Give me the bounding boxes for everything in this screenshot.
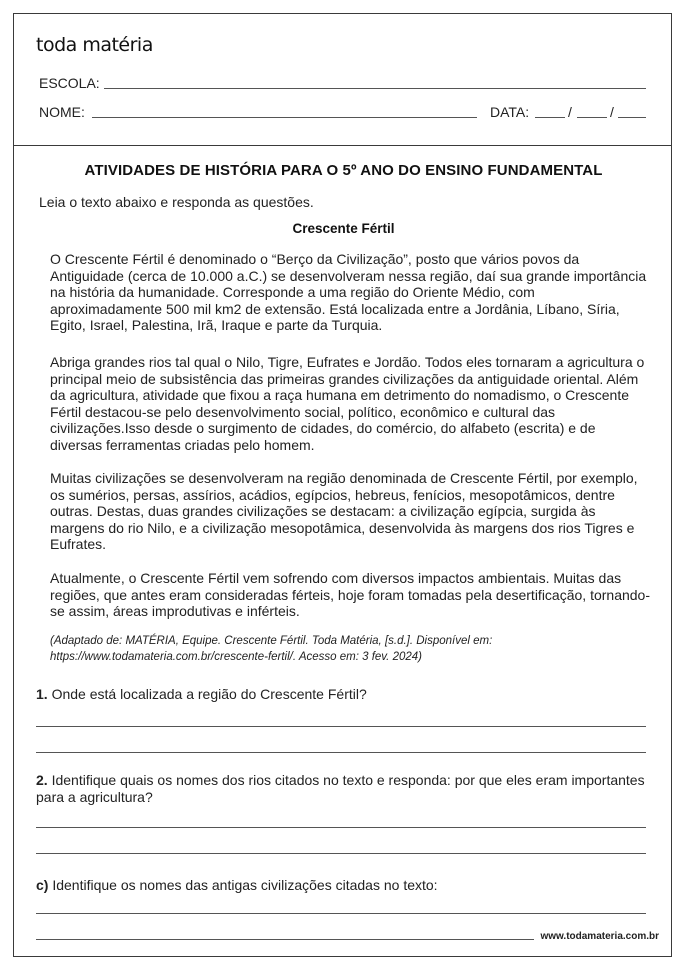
name-field[interactable] bbox=[92, 117, 477, 118]
paragraph: Atualmente, o Crescente Fértil vem sofrendo com diversos impactos ambientais. Muitas das regiões, que antes eram consideradas férteis, hoje foram tomadas pela desertificação, tornando-se assim, áreas improdutivas e inférteis. bbox=[50, 570, 651, 619]
date-separator: / bbox=[568, 104, 572, 120]
paragraph: Muitas civilizações se desenvolveram na região denominada de Crescente Fértil, por exemplo, os sumérios, persas, assírios, acádios, egípcios, hebreus, fenícios, mesopotâmicos, dentre outras. Destas, duas grandes civilizações se destacam: a civilização egípcia, surgida às margens do rio Nilo, e a civilização mesopotâmica, desenvolvida às margens dos rios Tigres e Eufrates. bbox=[50, 470, 638, 552]
date-separator: / bbox=[610, 104, 614, 120]
question-number: 1. bbox=[36, 686, 48, 702]
date-month-field[interactable] bbox=[577, 117, 607, 118]
answer-line[interactable] bbox=[36, 939, 534, 940]
website-url: www.todamateria.com.br bbox=[540, 931, 659, 942]
question-text: Identifique quais os nomes dos rios citados no texto e responda: por que eles eram importantes para a agricultura? bbox=[36, 772, 645, 805]
worksheet bbox=[13, 13, 672, 957]
date-label: DATA: bbox=[490, 104, 530, 120]
answer-line[interactable] bbox=[36, 827, 646, 828]
question-number: 2. bbox=[36, 772, 48, 788]
logo: toda matéria bbox=[36, 34, 153, 56]
answer-line[interactable] bbox=[36, 752, 646, 753]
paragraph: Abriga grandes rios tal qual o Nilo, Tigre, Eufrates e Jordão. Todos eles tornaram a agricultura o principal meio de subsistência das primeiras grandes civilizações da antiguidade oriental. Além da agricultura, atividade que fixou a raça humana em detrimento do nomadismo, o Crescente Fértil destacou-se pelo desenvolvimento social, político, econômico e cultural das civilizações.Isso desde o surgimento de cidades, do comércio, do alfabeto (escrita) e de diversas ferramentas criadas pelo homem. bbox=[50, 354, 645, 453]
question-1 bbox=[36, 686, 646, 703]
question-3 bbox=[36, 877, 646, 894]
name-label: NOME: bbox=[39, 104, 85, 120]
answer-line[interactable] bbox=[36, 726, 646, 727]
source-citation: (Adaptado de: MATÉRIA, Equipe. Crescente Fértil. Toda Matéria, [s.d.]. Disponível em: https://www.todamateria.com.br/crescente-fertil/. Acesso em: 3 fev. 2024) bbox=[50, 635, 493, 663]
answer-line[interactable] bbox=[36, 913, 646, 914]
school-label: ESCOLA: bbox=[39, 75, 100, 91]
question-2 bbox=[36, 772, 646, 806]
question-number: c) bbox=[36, 877, 49, 893]
date-year-field[interactable] bbox=[618, 117, 646, 118]
header bbox=[14, 14, 671, 146]
date-day-field[interactable] bbox=[535, 117, 565, 118]
worksheet-title: ATIVIDADES DE HISTÓRIA PARA O 5º ANO DO ENSINO FUNDAMENTAL bbox=[84, 162, 603, 179]
question-text: Onde está localizada a região do Crescente Fértil? bbox=[47, 686, 367, 702]
text-title: Crescente Fértil bbox=[292, 221, 395, 236]
paragraph: O Crescente Fértil é denominado o “Berço da Civilização”, posto que vários povos da Antiguidade (cerca de 10.000 a.C.) se desenvolveram nessa região, daí sua grande importância na história da humanidade. Corresponde a uma região do Oriente Médio, com aproximadamente 500 mil km2 de extensão. Está localizada entre a Jordânia, Líbano, Síria, Egito, Israel, Palestina, Irã, Iraque e parte da Turquia. bbox=[50, 251, 647, 333]
answer-line[interactable] bbox=[36, 853, 646, 854]
question-text: Identifique os nomes das antigas civilizações citadas no texto: bbox=[48, 877, 438, 893]
school-field[interactable] bbox=[104, 88, 646, 89]
instructions: Leia o texto abaixo e responda as questões. bbox=[39, 194, 314, 210]
